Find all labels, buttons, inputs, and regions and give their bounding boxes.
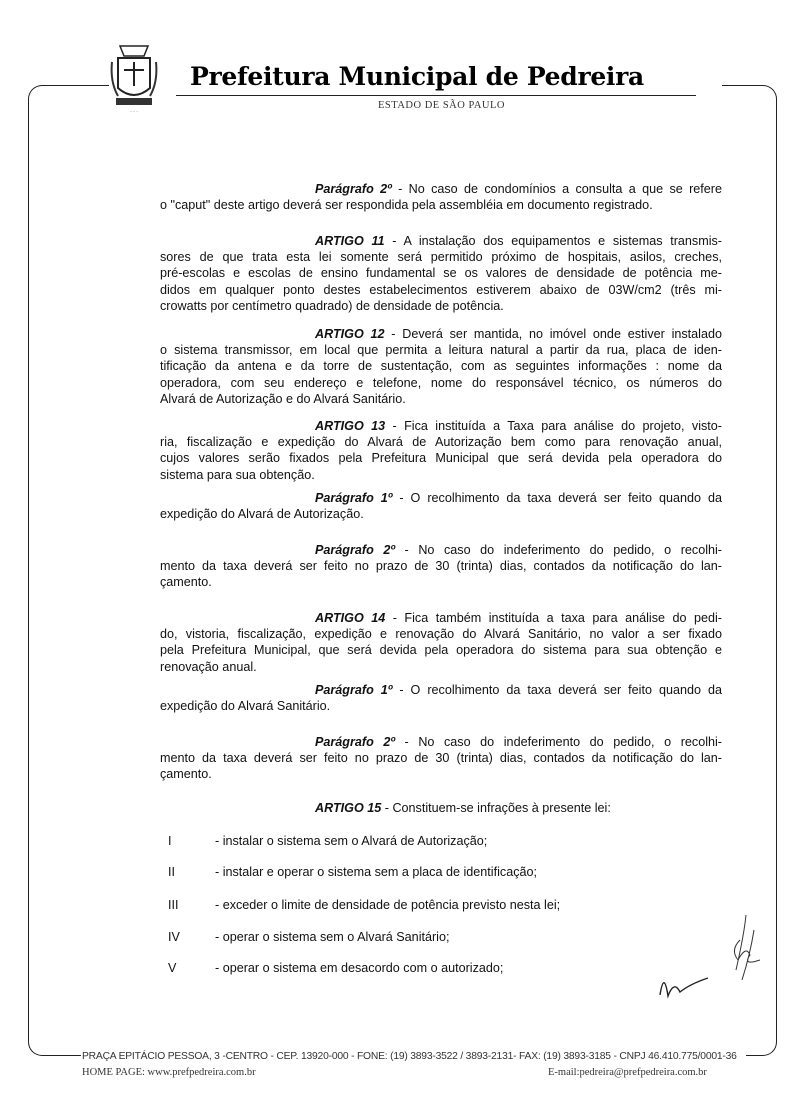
paragraph-line: mento da taxa deverá ser feito no prazo de 30 (trinta) dias, contados da notificação do lan- — [160, 751, 722, 766]
paragraph — [160, 490, 722, 522]
paragraph-text: - O recolhimento da taxa deverá ser feito quando da — [392, 683, 722, 697]
paragraph-line: crowatts por centímetro quadrado) de densidade de potência. — [160, 298, 504, 313]
paragraph-text: - No caso do indeferimento do pedido, o recolhi- — [394, 543, 722, 557]
paragraph-line: do, vistoria, fiscalização, expedição e renovação do Alvará Sanitário, no valor a ser fixado — [160, 627, 722, 642]
paragraph-text: - No caso de condomínios a consulta a que se refere — [391, 182, 722, 196]
paragraph-line: tificação da antena e da torre de sustentação, com as seguintes informações : nome da — [160, 359, 722, 374]
paragraph-line — [160, 734, 722, 750]
paragraph-line: çamento. — [160, 767, 212, 782]
paragraph-line — [160, 682, 722, 698]
signature-icon — [650, 900, 770, 1010]
footer-email[interactable]: E-mail:pedreira@prefpedreira.com.br — [548, 1067, 707, 1078]
page-frame — [28, 1025, 81, 1056]
paragraph — [160, 734, 722, 783]
paragraph-line: renovação anual. — [160, 659, 257, 674]
paragraph-heading: ARTIGO 15 — [315, 801, 382, 815]
footer-homepage[interactable]: HOME PAGE: www.prefpedreira.com.br — [82, 1067, 256, 1078]
paragraph — [160, 542, 722, 591]
paragraph — [160, 800, 722, 816]
paragraph-line: pré-escolas e escolas de ensino fundamental se os valores de densidade de potência me- — [160, 266, 722, 281]
list-item — [168, 898, 560, 912]
paragraph-text: - Constituem-se infrações à presente lei: — [381, 801, 611, 815]
item-number: III — [168, 898, 179, 912]
item-number: II — [168, 865, 175, 879]
paragraph-text: - O recolhimento da taxa deverá ser feito quando da — [392, 491, 722, 505]
paragraph — [160, 233, 722, 314]
paragraph-line: o "caput" deste artigo deverá ser respondida pela assembléia em documento registrado. — [160, 198, 653, 213]
paragraph-heading: ARTIGO 12 — [315, 327, 385, 341]
paragraph-line: sores de que trata esta lei somente será permitido próximo de hospitais, asilos, creches, — [160, 250, 722, 265]
page-frame — [746, 1025, 777, 1056]
paragraph-line: o sistema transmissor, em local que permita a leitura natural a partir da rua, placa de iden- — [160, 343, 722, 358]
paragraph — [160, 682, 722, 714]
paragraph-text: - A instalação dos equipamentos e sistemas transmis- — [384, 234, 722, 248]
paragraph-line: ria, fiscalização e expedição do Alvará de Autorização bem como para renovação anual, — [160, 435, 722, 450]
page-title: Prefeitura Municipal de Pedreira — [190, 62, 644, 91]
paragraph-line: expedição do Alvará de Autorização. — [160, 507, 364, 522]
footer-address: PRAÇA EPITÁCIO PESSOA, 3 -CENTRO - CEP. 13920-000 - FONE: (19) 3893-3522 / 3893-2131- FAX: (19) 3893-3185 - CNPJ 46.410.775/0001-36 — [82, 1051, 737, 1062]
item-text: - instalar o sistema sem o Alvará de Autorização; — [215, 834, 488, 848]
item-text: - operar o sistema em desacordo com o autorizado; — [215, 961, 504, 975]
paragraph-line: çamento. — [160, 575, 212, 590]
paragraph-text: - Deverá ser mantida, no imóvel onde estiver instalado — [384, 327, 722, 341]
item-text: - operar o sistema sem o Alvará Sanitário; — [215, 930, 450, 944]
item-text: - instalar e operar o sistema sem a placa de identificação; — [215, 865, 538, 879]
page-frame — [28, 110, 29, 1030]
paragraph-line: pela Prefeitura Municipal, que será devida pela operadora do sistema para sua obtenção e — [160, 643, 722, 658]
paragraph-line: expedição do Alvará Sanitário. — [160, 699, 331, 714]
paragraph — [160, 181, 722, 213]
page-subtitle: ESTADO DE SÃO PAULO — [378, 100, 505, 111]
paragraph-line: Alvará de Autorização e do Alvará Sanitário. — [160, 391, 406, 406]
paragraph-line — [160, 233, 722, 249]
divider — [176, 95, 696, 96]
svg-text:· · ·: · · · — [130, 109, 138, 115]
paragraph-text: - No caso do indeferimento do pedido, o recolhi- — [394, 735, 722, 749]
item-number: V — [168, 961, 177, 975]
paragraph-heading: ARTIGO 14 — [315, 611, 386, 625]
page-frame — [722, 85, 777, 116]
paragraph-line — [160, 181, 722, 197]
paragraph-heading: ARTIGO 11 — [315, 234, 385, 248]
paragraph-line — [160, 418, 722, 434]
item-number: I — [168, 834, 172, 848]
page-frame — [28, 85, 109, 116]
list-item — [168, 865, 537, 879]
list-item — [168, 961, 503, 975]
list-item — [168, 930, 450, 944]
paragraph — [160, 418, 722, 483]
paragraph-heading: Parágrafo 2º — [315, 182, 392, 196]
list-item — [168, 834, 487, 848]
paragraph — [160, 610, 722, 675]
paragraph-heading: Parágrafo 2º — [315, 735, 395, 749]
page-frame — [776, 110, 777, 1030]
paragraph-text: - Fica instituída a Taxa para análise do projeto, visto- — [385, 419, 722, 433]
paragraph-heading: ARTIGO 13 — [315, 419, 386, 433]
paragraph-line — [160, 610, 722, 626]
paragraph-line — [160, 490, 722, 506]
paragraph-line: didos em qualquer ponto destes estabelecimentos estiverem abaixo de 03W/cm2 (três mi- — [160, 282, 722, 297]
item-text: - exceder o limite de densidade de potência previsto nesta lei; — [215, 898, 561, 912]
paragraph-line: mento da taxa deverá ser feito no prazo de 30 (trinta) dias, contados da notificação do lan- — [160, 559, 722, 574]
paragraph-heading: Parágrafo 1º — [315, 491, 393, 505]
paragraph — [160, 326, 722, 407]
paragraph-line: cujos valores serão fixados pela Prefeitura Municipal que será devida pela operadora do — [160, 451, 722, 466]
paragraph-text: - Fica também instituída a taxa para análise do pedi- — [385, 611, 722, 625]
coat-of-arms-icon — [108, 42, 160, 116]
item-number: IV — [168, 930, 180, 944]
paragraph-line: operadora, com seu endereço e telefone, nome do responsável técnico, os números do — [160, 375, 722, 390]
paragraph-line — [160, 326, 722, 342]
paragraph-line — [160, 542, 722, 558]
paragraph-line — [160, 800, 722, 816]
paragraph-line: sistema para sua obtenção. — [160, 467, 315, 482]
paragraph-heading: Parágrafo 2º — [315, 543, 395, 557]
paragraph-heading: Parágrafo 1º — [315, 683, 393, 697]
